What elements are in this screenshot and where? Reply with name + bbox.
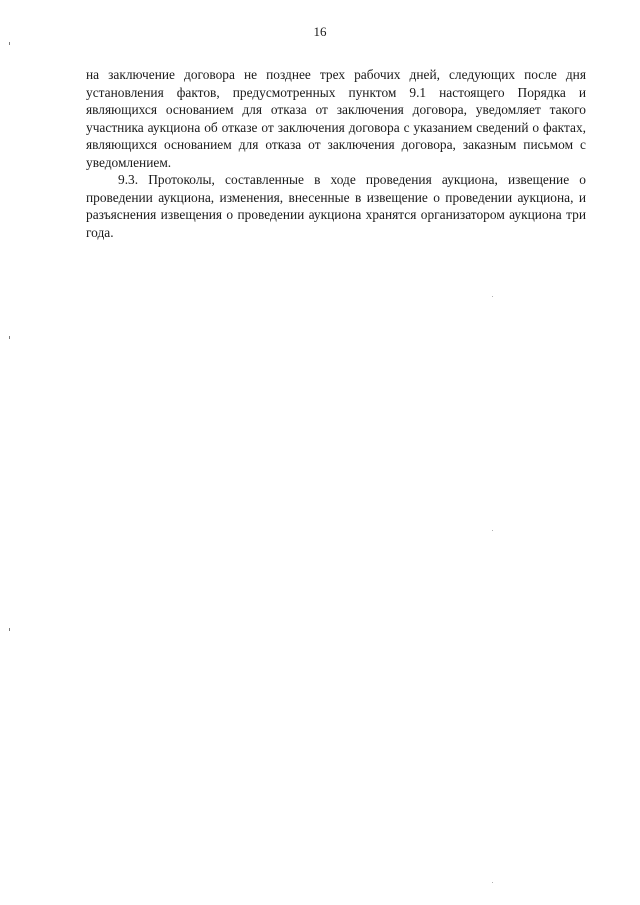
scan-speck [9,336,10,339]
scan-speck [9,42,10,45]
document-body [86,66,586,241]
paragraph-continuation: на заключение договора не позднее трех рабочих дней, следующих после дня установления фактов, предусмотренных пунктом 9.1 настоящего Порядка и являющихся основанием для отказа от заключения договора, уведомляет такого участника аукциона об отказе от заключения договора с указанием сведений о фактах, являющихся основанием для отказа от заключения договора, заказным письмом с уведомлением. [86,67,586,170]
scan-speck [492,296,493,297]
paragraph-9-3: 9.3. Протоколы, составленные в ходе проведения аукциона, извещение о проведении аукциона, изменения, внесенные в извещение о проведении аукциона, и разъяснения извещения о проведении аукциона хранятся организатором аукциона три года. [86,172,586,240]
scan-speck [492,530,493,531]
scan-speck [492,882,493,883]
scan-speck [9,628,10,631]
page-number: 16 [313,24,327,39]
